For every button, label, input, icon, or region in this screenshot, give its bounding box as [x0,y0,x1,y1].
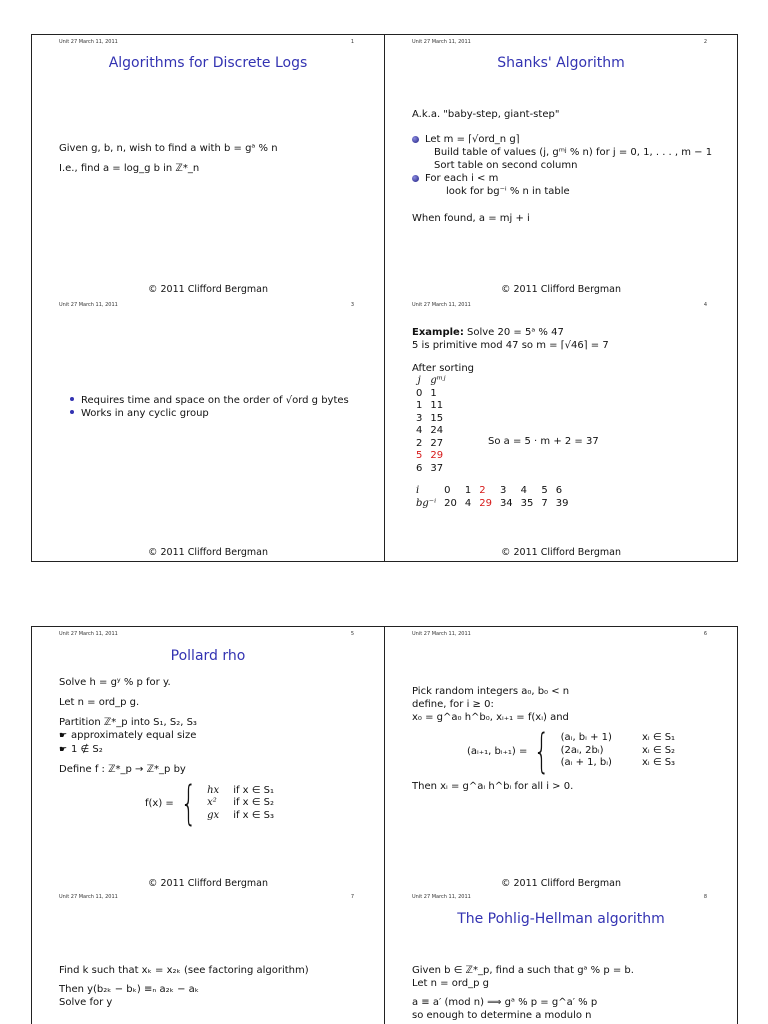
table-header-j: j [417,375,421,386]
table-row: 2 27 [416,437,444,449]
table-row: 4 24 [416,425,444,436]
bullet-icon [412,136,419,143]
text-line: Sort table on second column [434,160,578,171]
bullet-item: Requires time and space on the order of √ord g bytes [70,394,374,407]
slide-header: Unit 27 March 11, 2011 [412,302,471,308]
slide-footer: © 2011 Clifford Bergman [147,284,268,295]
table-row-highlight: 5 29 [416,450,444,461]
example-line: Example: Solve 20 = 5ᵃ % 47 [412,327,564,338]
slide-6 [384,626,738,890]
slide-number: 5 [350,631,354,637]
text-line: Build table of values (j, gᵐʲ % n) for j = 0, 1, . . . , m − 1 [434,147,713,158]
pointing-hand-icon: ☛ [59,731,68,741]
sub-item: ☛ approximately equal size [59,730,197,741]
bullet-item: For each i < m [412,172,727,185]
text-line: I.e., find a = log_g b in ℤ*_n [59,163,200,174]
slide-number: 1 [350,39,354,45]
table-row: 6 37 [416,462,444,474]
slide-header: Unit 27 March 11, 2011 [59,39,118,45]
pointing-hand-icon: ☛ [59,744,68,755]
slide-footer: © 2011 Clifford Bergman [147,547,268,558]
row-label-bg: bg⁻ⁱ [416,497,437,509]
slide-number: 6 [703,631,707,637]
bullet-item: Let m = ⌈√ord_n g⌉ [412,133,727,146]
text-line: Solve h = gʸ % p for y. [59,677,171,688]
slide-2 [384,34,738,298]
text-line: look for bg⁻ⁱ % n in table [446,186,570,197]
slide-title: Pollard rho [170,648,246,664]
piecewise-update: (aᵢ₊₁, bᵢ₊₁) = { (aᵢ, bᵢ + 1) xᵢ ∈ S₁ (2aᵢ, 2bᵢ) xᵢ ∈ S₂ (aᵢ + 1, bᵢ) xᵢ ∈ S₃ [467,724,676,778]
slide-3 [31,298,385,562]
text-line: Given b ∈ ℤ*_p, find a such that gᵃ % p = b. [412,965,634,976]
text-line: A.k.a. "baby-step, giant-step" [412,109,560,120]
sub-item: ☛ 1 ∉ S₂ [59,743,103,755]
slide-number: 2 [703,39,707,45]
slide-7 [31,890,385,1024]
slide-title: The Pohlig-Hellman algorithm [457,911,665,927]
slide-number: 4 [703,302,707,308]
text-line: Partition ℤ*_p into S₁, S₂, S₃ [59,717,197,728]
text-line: Given g, b, n, wish to find a with b = gᵃ % n [59,143,278,154]
slide-footer: © 2011 Clifford Bergman [500,878,621,889]
table-row: 0 1 [416,387,437,399]
bullet-icon [70,410,74,414]
slide-header: Unit 27 March 11, 2011 [412,39,471,45]
text-line: Solve for y [59,997,113,1008]
brace-icon: { [180,776,197,831]
bullet-item: Works in any cyclic group [70,407,374,420]
table-header-g: gᵐʲ [430,375,446,386]
text-line: Then xᵢ = g^aᵢ h^bᵢ for all i > 0. [412,781,574,792]
text-line: x₀ = g^a₀ h^b₀, xᵢ₊₁ = f(xᵢ) and [412,712,569,723]
slide-1 [31,34,385,298]
search-table: i 0 1 2 3 4 5 6 bg⁻ⁱ 20 4 29 34 35 7 39 [412,485,573,510]
text-line: Then y(b₂ₖ − bₖ) ≡ₙ a₂ₖ − aₖ [59,984,200,995]
table-row: 3 15 [416,412,444,424]
slide-footer: © 2011 Clifford Bergman [500,284,621,295]
slide-header: Unit 27 March 11, 2011 [59,894,118,900]
text-line: When found, a = mj + i [412,213,530,224]
slide-5 [31,626,385,890]
slide-number: 3 [350,302,354,308]
slide-number: 7 [350,894,354,900]
slide-number: 8 [703,894,707,900]
bullet-icon [70,397,74,401]
row-label-i: i [416,485,420,496]
text-line: 5 is primitive mod 47 so m = ⌈√46⌉ = 7 [412,340,609,351]
slide-header: Unit 27 March 11, 2011 [412,631,471,637]
text-line: so enough to determine a modulo n [412,1010,592,1021]
slide-header: Unit 27 March 11, 2011 [412,894,471,900]
table-row: 1 11 [416,400,444,411]
text-line: a ≡ a′ (mod n) ⟹ gᵃ % p = g^a′ % p [412,997,598,1008]
text-line: Pick random integers a₀, b₀ < n [412,686,570,697]
brace-icon: { [533,724,551,778]
result-text: So a = 5 · m + 2 = 37 [488,436,599,447]
slide-header: Unit 27 March 11, 2011 [59,302,118,308]
piecewise-function: f(x) = { hx if x ∈ S₁ x² if x ∈ S₂ gx if x ∈ S₃ [145,776,275,831]
slide-footer: © 2011 Clifford Bergman [147,878,268,889]
bullet-icon [412,175,419,182]
text-line: Let n = ord_p g. [59,697,140,708]
text-line: define, for i ≥ 0: [412,699,494,710]
sorted-table [412,375,450,475]
text-line: Define f : ℤ*_p → ℤ*_p by [59,764,186,776]
slide-title: Algorithms for Discrete Logs [108,55,308,71]
text-line: Let n = ord_p g [412,978,489,989]
slide-4 [384,298,738,562]
slide-title: Shanks' Algorithm [497,55,625,71]
slide-footer: © 2011 Clifford Bergman [500,547,621,558]
text-line: After sorting [412,363,475,374]
text-line: Find k such that xₖ = x₂ₖ (see factoring algorithm) [59,965,309,976]
slide-header: Unit 27 March 11, 2011 [59,631,118,637]
slide-8 [384,890,738,1024]
